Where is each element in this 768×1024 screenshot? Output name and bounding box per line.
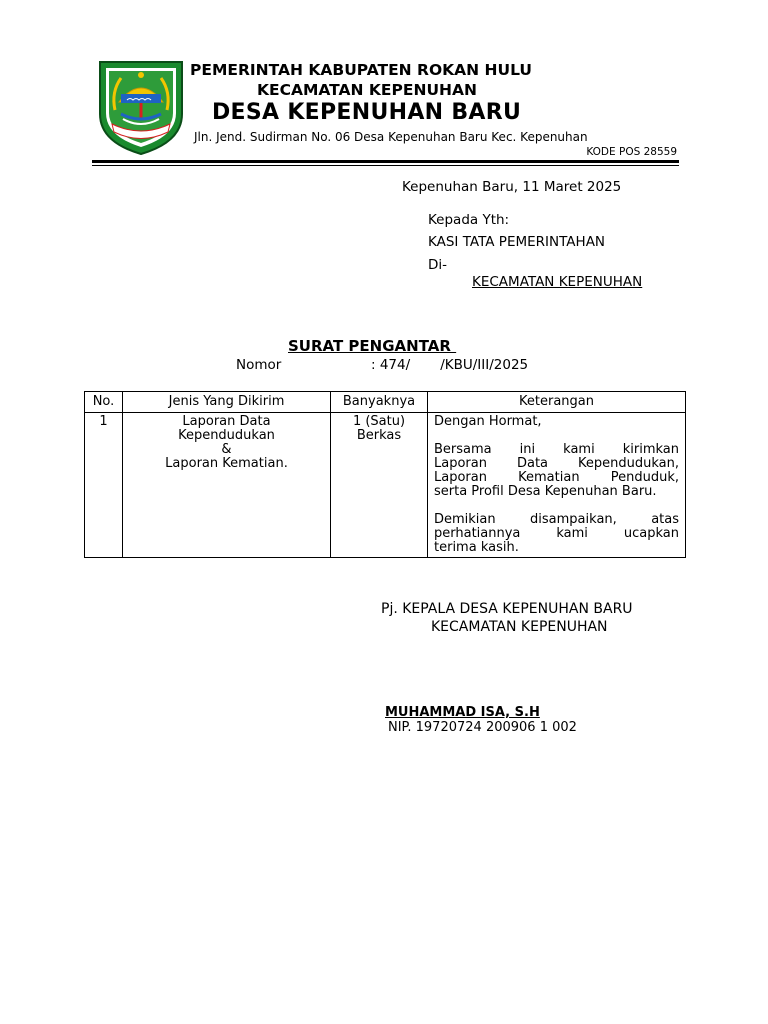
header-jenis: Jenis Yang Dikirim xyxy=(123,392,331,413)
jenis-line: Laporan Kematian. xyxy=(165,456,288,471)
ket-line: Laporan Kematian Penduduk, xyxy=(434,470,679,485)
letter-title: SURAT PENGANTAR xyxy=(288,337,457,355)
letterhead-district: KECAMATAN KEPENUHAN xyxy=(257,81,477,99)
ket-line: serta Profil Desa Kepenuhan Baru. xyxy=(434,484,657,499)
qty-line: 1 (Satu) xyxy=(352,414,406,429)
items-table xyxy=(84,391,686,558)
letterhead-postal-code: KODE POS 28559 xyxy=(586,146,677,158)
signatory-name: MUHAMMAD ISA, S.H xyxy=(385,705,540,720)
header-no: No. xyxy=(85,392,123,413)
letter-number-value: : 474/ /KBU/III/2025 xyxy=(371,357,529,373)
signatory-nip: NIP. 19720724 200906 1 002 xyxy=(388,720,577,735)
jenis-line: Laporan Data xyxy=(182,414,271,429)
recipient-name: KASI TATA PEMERINTAHAN xyxy=(428,234,606,250)
ket-greeting: Dengan Hormat, xyxy=(434,414,542,429)
letterhead-rule-thick xyxy=(92,160,679,163)
signature-district: KECAMATAN KEPENUHAN xyxy=(431,619,608,635)
letterhead-village: DESA KEPENUHAN BARU xyxy=(212,100,522,125)
ket-line: perhatiannya kami ucapkan xyxy=(434,526,679,541)
letterhead-rule-thin xyxy=(92,165,679,166)
jenis-line: Kependudukan xyxy=(178,428,275,443)
cell-keterangan xyxy=(428,413,686,558)
jenis-line: & xyxy=(221,442,232,457)
letterhead-address: Jln. Jend. Sudirman No. 06 Desa Kepenuhan Baru Kec. Kepenuhan xyxy=(194,130,588,144)
cell-banyaknya xyxy=(331,413,428,558)
table-header-row xyxy=(85,392,686,413)
ket-paragraph-1 xyxy=(434,443,679,499)
ket-line: Bersama ini kami kirimkan xyxy=(434,442,679,457)
letter-number-label: Nomor xyxy=(236,357,282,373)
ket-line: Laporan Data Kependudukan, xyxy=(434,456,679,471)
signature-title: Pj. KEPALA DESA KEPENUHAN BARU xyxy=(381,601,633,617)
recipient-location: KECAMATAN KEPENUHAN xyxy=(472,274,643,290)
letterhead-government: PEMERINTAH KABUPATEN ROKAN HULU xyxy=(190,61,532,79)
header-keterangan: Keterangan xyxy=(428,392,686,413)
ket-paragraph-2 xyxy=(434,513,679,555)
ket-line: terima kasih. xyxy=(434,540,519,555)
rokan-hulu-emblem-icon xyxy=(97,58,185,156)
cell-jenis xyxy=(123,413,331,558)
place-date: Kepenuhan Baru, 11 Maret 2025 xyxy=(402,179,622,195)
header-banyaknya: Banyaknya xyxy=(331,392,428,413)
recipient-label: Kepada Yth: xyxy=(428,212,510,228)
qty-line: Berkas xyxy=(356,428,402,443)
cell-no: 1 xyxy=(85,413,123,558)
table-row xyxy=(85,413,686,558)
ket-line: Demikian disampaikan, atas xyxy=(434,512,679,527)
recipient-di: Di- xyxy=(428,257,448,273)
